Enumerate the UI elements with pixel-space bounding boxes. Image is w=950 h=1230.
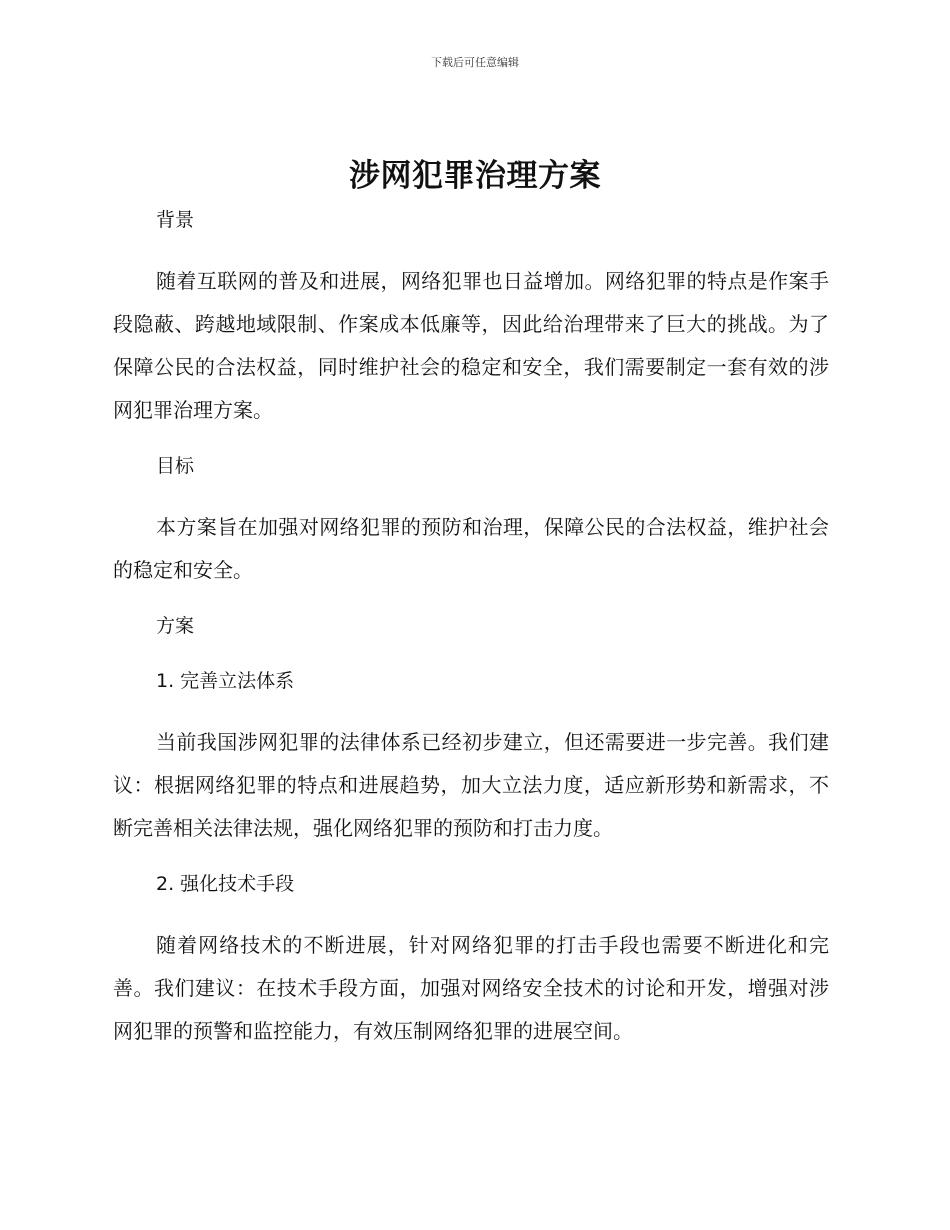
- paragraph-technology: 随着网络技术的不断进展，针对网络犯罪的打击手段也需要不断进化和完善。我们建议：在技术手段方面，加强对网络安全技术的讨论和开发，增强对涉网犯罪的预警和监控能力，有效压制网络犯罪的进展空间。: [113, 933, 829, 1043]
- heading-background: 背景: [156, 209, 195, 231]
- paragraph-goal: 本方案旨在加强对网络犯罪的预防和治理，保障公民的合法权益，维护社会的稳定和安全。: [113, 515, 829, 582]
- heading-technology: 2. 强化技术手段: [156, 873, 295, 895]
- paragraph-legislation: 当前我国涉网犯罪的法律体系已经初步建立，但还需要进一步完善。我们建议：根据网络犯罪的特点和进展趋势，加大立法力度，适应新形势和新需求，不断完善相关法律法规，强化网络犯罪的预防和打击力度。: [113, 730, 829, 840]
- heading-legislation: 1. 完善立法体系: [156, 670, 295, 692]
- heading-plan: 方案: [156, 615, 195, 637]
- document-title: 涉网犯罪治理方案: [349, 158, 601, 194]
- heading-goal: 目标: [156, 455, 195, 477]
- paragraph-background: 随着互联网的普及和进展，网络犯罪也日益增加。网络犯罪的特点是作案手段隐蔽、跨越地域限制、作案成本低廉等，因此给治理带来了巨大的挑战。为了保障公民的合法权益，同时维护社会的稳定和安全，我们需要制定一套有效的涉网犯罪治理方案。: [113, 269, 829, 422]
- document-body: [113, 200, 829, 1053]
- header-note: 下载后可任意编辑: [431, 56, 519, 69]
